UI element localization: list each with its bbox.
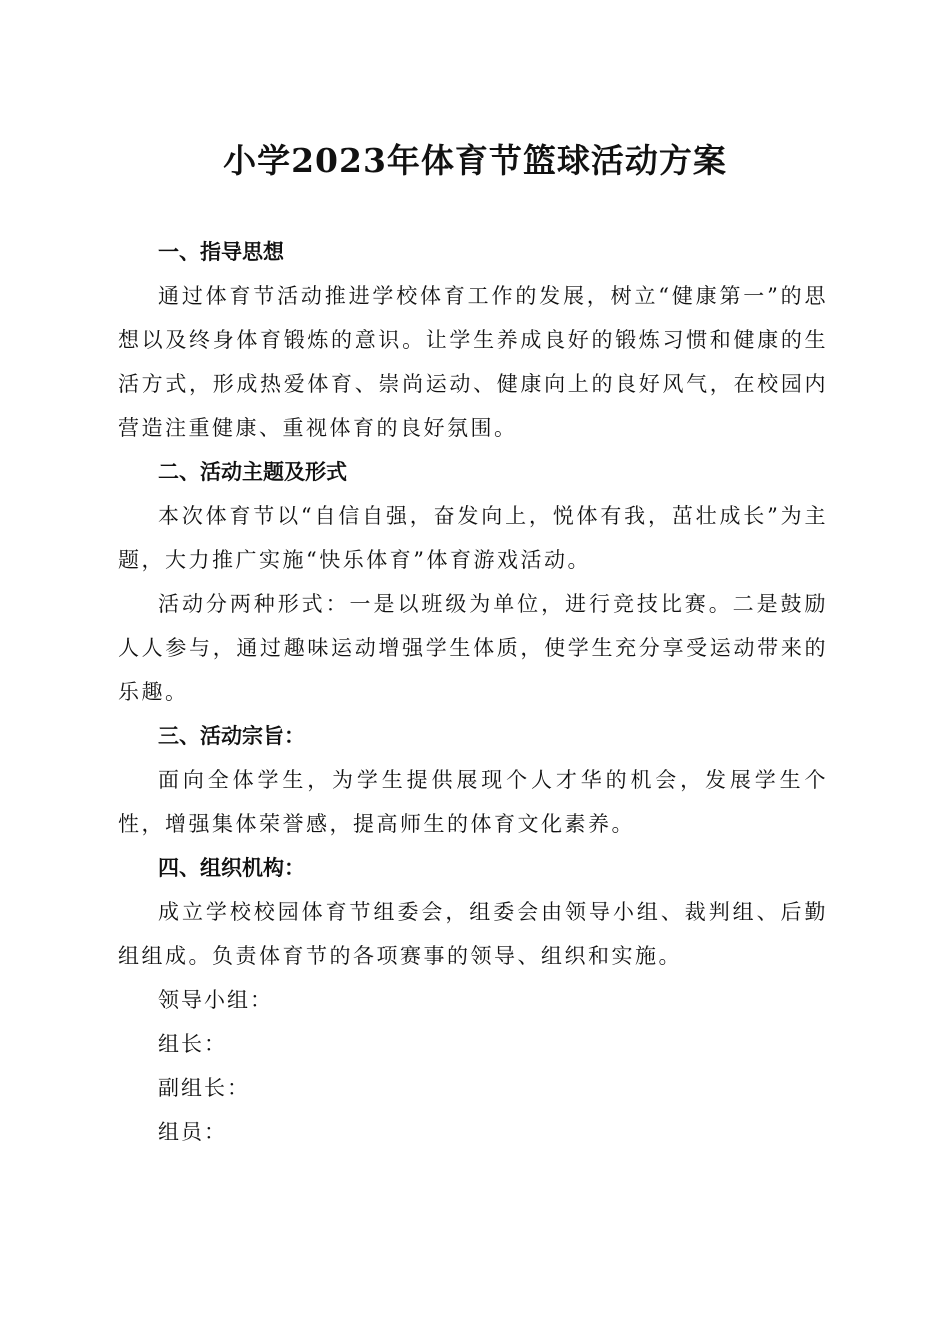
members-label: 组员： (158, 1120, 227, 1144)
document-body (118, 230, 828, 1154)
paragraph: 成立学校校园体育节组委会，组委会由领导小组、裁判组、后勤组组成。负责体育节的各项赛事的领导、组织和实施。 (118, 900, 828, 968)
section-heading: 三、活动宗旨： (158, 724, 305, 748)
group-leader-label: 组长： (158, 1032, 227, 1056)
paragraph: 面向全体学生，为学生提供展现个人才华的机会，发展学生个性，增强集体荣誉感，提高师生的体育文化素养。 (118, 768, 828, 836)
section-purpose (118, 714, 828, 846)
section-heading: 二、活动主题及形式 (158, 460, 347, 484)
paragraph: 通过体育节活动推进学校体育工作的发展，树立“健康第一”的思想以及终身体育锻炼的意识。让学生养成良好的锻炼习惯和健康的生活方式，形成热爱体育、崇尚运动、健康向上的良好风气，在校园内营造注重健康、重视体育的良好氛围。 (118, 284, 828, 440)
section-heading: 四、组织机构： (158, 856, 305, 880)
paragraph: 本次体育节以“自信自强，奋发向上，悦体有我，茁壮成长”为主题，大力推广实施“快乐体育”体育游戏活动。 (118, 504, 828, 572)
leadership-group-label: 领导小组： (158, 988, 273, 1012)
section-heading: 一、指导思想 (158, 240, 284, 264)
section-guiding-ideology (118, 230, 828, 450)
deputy-leader-label: 副组长： (158, 1076, 250, 1100)
section-organization (118, 846, 828, 1154)
section-theme-and-format (118, 450, 828, 714)
document-title: 小学2023年体育节篮球活动方案 (223, 141, 727, 180)
paragraph: 活动分两种形式：一是以班级为单位，进行竞技比赛。二是鼓励人人参与，通过趣味运动增强学生体质，使学生充分享受运动带来的乐趣。 (118, 592, 828, 704)
